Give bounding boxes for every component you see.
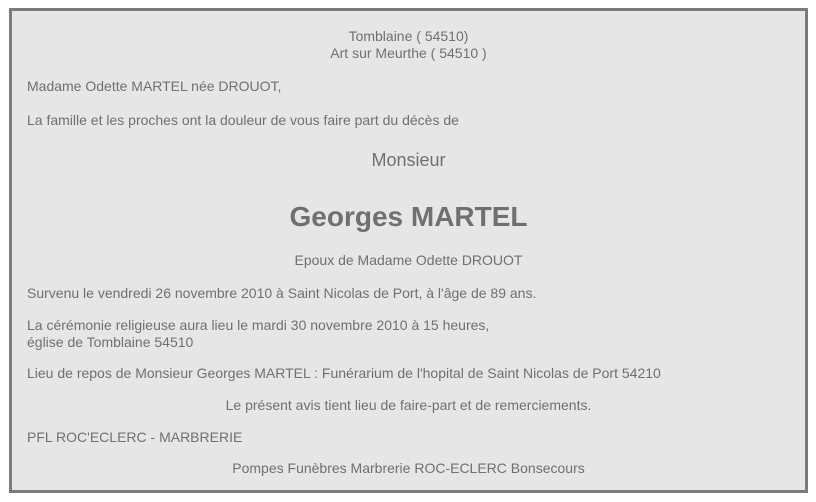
thanks-line: Le présent avis tient lieu de faire-part et de remerciements.: [225, 397, 592, 413]
death-line: Survenu le vendredi 26 novembre 2010 à Saint Nicolas de Port, à l'âge de 89 ans.: [27, 285, 537, 301]
location-line-1: Tomblaine ( 54510): [348, 28, 469, 44]
obituary-notice: [9, 8, 808, 493]
location-line-2: Art sur Meurthe ( 54510 ): [330, 45, 487, 61]
company-line: PFL ROC'ECLERC - MARBRERIE: [27, 429, 243, 445]
widow-line: Madame Odette MARTEL née DROUOT,: [27, 78, 282, 94]
spouse-line: Epoux de Madame Odette DROUOT: [294, 252, 523, 268]
honorific: Monsieur: [371, 150, 446, 170]
deceased-name: Georges MARTEL: [289, 201, 528, 232]
ceremony-line-1: La cérémonie religieuse aura lieu le mardi 30 novembre 2010 à 15 heures,: [27, 317, 490, 333]
intro-line: La famille et les proches ont la douleur de vous faire part du décès de: [27, 112, 459, 128]
rest-line: Lieu de repos de Monsieur Georges MARTEL : Funérarium de l'hopital de Saint Nicolas de Port 54210: [27, 365, 661, 381]
ceremony-line-2: église de Tomblaine 54510: [27, 334, 194, 350]
funeral-home-line: Pompes Funèbres Marbrerie ROC-ECLERC Bonsecours: [232, 460, 585, 476]
